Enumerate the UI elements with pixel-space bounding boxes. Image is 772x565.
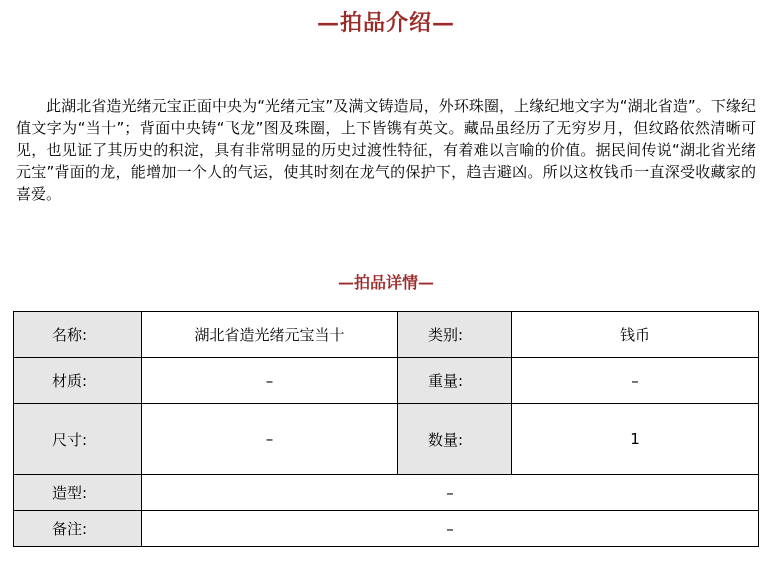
details-heading: —拍品详情— [337, 273, 434, 292]
table-row [14, 404, 759, 475]
category-label: 类别: [398, 312, 512, 358]
quantity-value: 1 [512, 404, 759, 475]
weight-value: – [512, 358, 759, 404]
category-value: 钱币 [512, 312, 759, 358]
remarks-value: – [142, 511, 759, 547]
intro-heading: —拍品介绍— [316, 10, 455, 36]
quantity-label: 数量: [398, 404, 512, 475]
material-label: 材质: [14, 358, 142, 404]
size-label: 尺寸: [14, 404, 142, 475]
remarks-label: 备注: [14, 511, 142, 547]
weight-label: 重量: [398, 358, 512, 404]
intro-paragraph-container [16, 95, 756, 205]
name-value: 湖北省造光绪元宝当十 [142, 312, 398, 358]
intro-paragraph: 此湖北省造光绪元宝正面中央为“光绪元宝”及满文铸造局，外环珠圈，上缘纪地文字为“湖北省造”。下缘纪值文字为“当十”；背面中央铸“飞龙”图及珠圈，上下皆镌有英文。藏品虽经历了无穷岁月，但纹路依然清晰可见，也见证了其历史的积淀，具有非常明显的历史过渡性特征，有着难以言喻的价值。据民间传说“湖北省光绪元宝”背面的龙，能增加一个人的气运，使其时刻在龙气的保护下，趋吉避凶。所以这枚钱币一直深受收藏家的喜爱。 [16, 97, 756, 203]
table-row [14, 511, 759, 547]
table-row [14, 312, 759, 358]
name-label: 名称: [14, 312, 142, 358]
size-value: – [142, 404, 398, 475]
material-value: – [142, 358, 398, 404]
details-table [13, 311, 759, 547]
shape-label: 造型: [14, 475, 142, 511]
shape-value: – [142, 475, 759, 511]
table-row [14, 358, 759, 404]
table-row [14, 475, 759, 511]
